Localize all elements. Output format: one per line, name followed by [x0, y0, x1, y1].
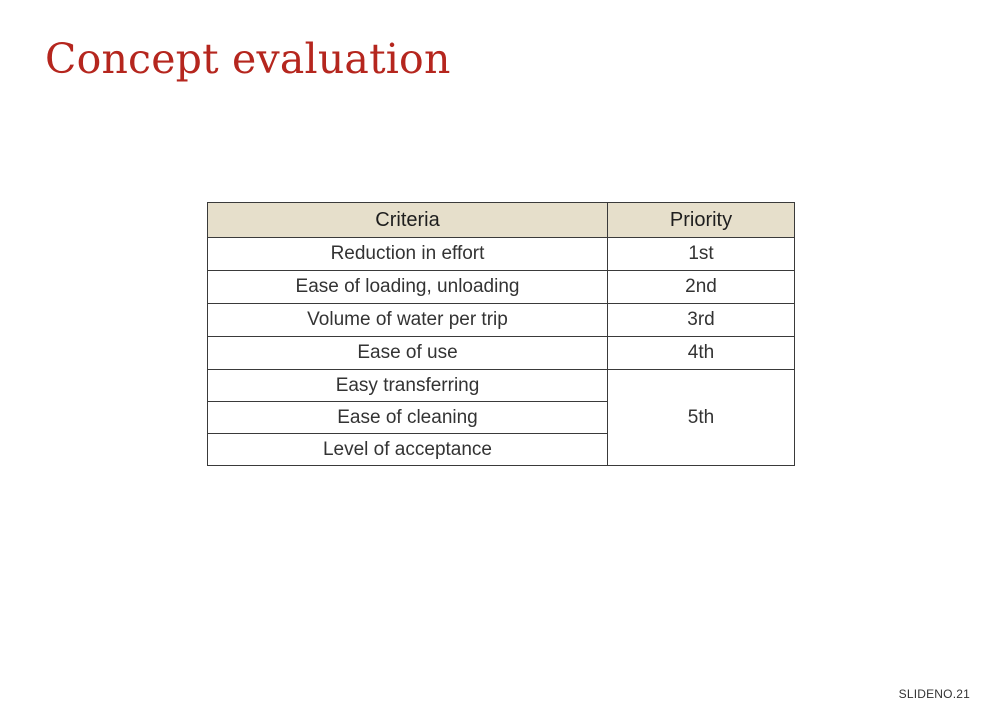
- criteria-cell: Ease of cleaning: [208, 402, 608, 434]
- criteria-cell: Easy transferring: [208, 370, 608, 402]
- criteria-cell: Reduction in effort: [208, 238, 608, 271]
- criteria-cell: Volume of water per trip: [208, 304, 608, 337]
- criteria-cell: Ease of loading, unloading: [208, 271, 608, 304]
- slide-number: SLIDENO.21: [898, 687, 970, 701]
- table-row: [208, 238, 795, 271]
- evaluation-table: [207, 202, 795, 466]
- table-header-row: [208, 203, 795, 238]
- criteria-cell: Ease of use: [208, 337, 608, 370]
- slide-title: Concept evaluation: [45, 35, 451, 83]
- header-criteria: Criteria: [208, 203, 608, 238]
- table-row: [208, 304, 795, 337]
- priority-cell: 3rd: [608, 304, 795, 337]
- table-row: [208, 337, 795, 370]
- criteria-cell: Level of acceptance: [208, 434, 608, 466]
- header-priority: Priority: [608, 203, 795, 238]
- table-row: [208, 370, 795, 402]
- priority-cell: 1st: [608, 238, 795, 271]
- priority-cell: 4th: [608, 337, 795, 370]
- priority-cell-merged: 5th: [608, 370, 795, 466]
- priority-cell: 2nd: [608, 271, 795, 304]
- table-row: [208, 271, 795, 304]
